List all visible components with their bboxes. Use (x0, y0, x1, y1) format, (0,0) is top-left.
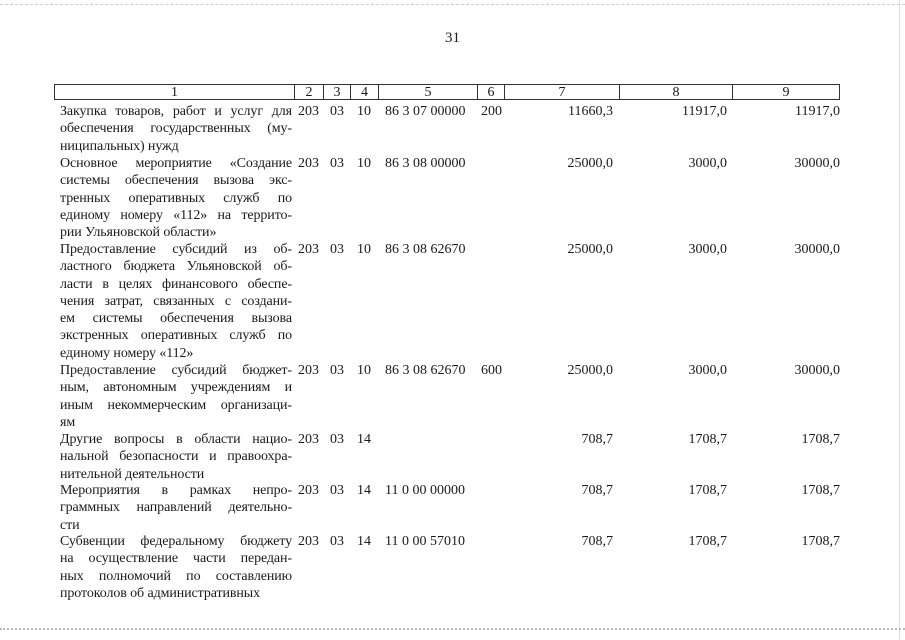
row-description (60, 533, 292, 602)
scan-edge-right (899, 0, 901, 640)
cell-c4: 14 (357, 432, 371, 447)
cell-c5: 86 3 08 00000 (385, 156, 466, 171)
cell-c8: 3000,0 (688, 156, 727, 171)
description-line: Закупка товаров, работ и услуг для (60, 104, 292, 119)
cell-c4: 14 (357, 483, 371, 498)
cell-c3: 03 (330, 363, 344, 378)
header-col-3: 3 (323, 84, 351, 100)
cell-c9: 1708,7 (801, 432, 840, 447)
cell-c9: 1708,7 (801, 534, 840, 549)
cell-c9: 11917,0 (795, 104, 840, 119)
cell-c3: 03 (330, 483, 344, 498)
description-line: системы обеспечения вызова экс- (60, 173, 292, 189)
page-number: 31 (445, 30, 460, 46)
description-line: иным некоммерческим организаци- (60, 397, 292, 413)
row-description (60, 362, 292, 431)
description-line: ем системы обеспечения вызова (60, 311, 292, 327)
cell-c8: 3000,0 (688, 363, 727, 378)
cell-c9: 1708,7 (801, 483, 840, 498)
header-col-8: 8 (619, 84, 733, 100)
cell-c7: 25000,0 (567, 156, 613, 171)
cell-c2: 203 (298, 363, 319, 378)
cell-c7: 708,7 (581, 432, 613, 447)
cell-c8: 3000,0 (688, 242, 727, 257)
description-line: тренных оперативных служб по (60, 190, 292, 206)
cell-c5: 11 0 00 57010 (385, 534, 465, 549)
description-line: обеспечения государственных (му- (60, 121, 292, 137)
row-description (60, 103, 292, 155)
row-description (60, 482, 292, 534)
cell-c2: 203 (298, 483, 319, 498)
cell-c5: 86 3 07 00000 (385, 104, 466, 119)
description-line: рии Ульяновской области» (60, 225, 217, 241)
header-col-4: 4 (350, 84, 379, 100)
header-col-1: 1 (54, 84, 295, 100)
header-col-6: 6 (477, 84, 505, 100)
cell-c5: 86 3 08 62670 (385, 363, 466, 378)
description-line: Другие вопросы в области нацио- (60, 432, 292, 447)
cell-c7: 11660,3 (568, 104, 613, 119)
cell-c5: 11 0 00 00000 (385, 483, 465, 498)
cell-c6: 200 (481, 104, 502, 119)
cell-c4: 10 (357, 104, 371, 119)
description-line: Субвенции федеральному бюджету (60, 534, 292, 549)
description-line: Предоставление субсидий бюджет- (60, 363, 292, 378)
cell-c7: 25000,0 (567, 242, 613, 257)
description-line: нальной безопасности и правоохра- (60, 449, 292, 465)
cell-c8: 1708,7 (688, 432, 727, 447)
cell-c3: 03 (330, 242, 344, 257)
description-line: на осуществление части передан- (60, 551, 292, 567)
description-line: единому номеру «112» (60, 345, 194, 361)
header-col-7: 7 (504, 84, 620, 100)
cell-c7: 25000,0 (567, 363, 613, 378)
description-line: чения затрат, связанных с создани- (60, 293, 292, 309)
description-line: экстренных оперативных служб по (60, 328, 292, 344)
cell-c2: 203 (298, 104, 319, 119)
description-line: сти (60, 517, 80, 533)
cell-c4: 10 (357, 156, 371, 171)
description-line: Предоставление субсидий из об- (60, 242, 292, 257)
cell-c2: 203 (298, 432, 319, 447)
cell-c3: 03 (330, 104, 344, 119)
cell-c9: 30000,0 (794, 363, 840, 378)
cell-c3: 03 (330, 432, 344, 447)
cell-c7: 708,7 (581, 534, 613, 549)
row-description (60, 241, 292, 362)
description-line: протоколов об административных (60, 585, 261, 601)
header-col-9: 9 (732, 84, 840, 100)
cell-c8: 1708,7 (688, 483, 727, 498)
description-line: ниципальных) нужд (60, 138, 179, 154)
cell-c8: 1708,7 (688, 534, 727, 549)
description-line: Мероприятия в рамках непро- (60, 483, 292, 498)
row-description (60, 155, 292, 241)
cell-c9: 30000,0 (794, 242, 840, 257)
cell-c9: 30000,0 (794, 156, 840, 171)
description-line: нительной деятельности (60, 466, 205, 482)
header-col-2: 2 (294, 84, 324, 100)
header-col-5: 5 (378, 84, 478, 100)
description-line: ным, автономным учреждениям и (60, 380, 292, 396)
row-description (60, 431, 292, 483)
cell-c2: 203 (298, 242, 319, 257)
cell-c5: 86 3 08 62670 (385, 242, 466, 257)
description-line: ных полномочий по составлению (60, 568, 292, 584)
description-line: граммных направлений деятельно- (60, 500, 292, 516)
cell-c4: 10 (357, 242, 371, 257)
cell-c3: 03 (330, 534, 344, 549)
description-line: ласти в целях финансового обеспе- (60, 276, 292, 292)
scan-edge-bottom (0, 628, 905, 631)
cell-c3: 03 (330, 156, 344, 171)
cell-c2: 203 (298, 534, 319, 549)
scan-edge-top (0, 4, 905, 6)
cell-c2: 203 (298, 156, 319, 171)
cell-c8: 11917,0 (682, 104, 727, 119)
cell-c6: 600 (481, 363, 502, 378)
description-line: ям (60, 414, 76, 430)
cell-c4: 10 (357, 363, 371, 378)
cell-c7: 708,7 (581, 483, 613, 498)
description-line: Основное мероприятие «Создание (60, 156, 292, 171)
description-line: единому номеру «112» на террито- (60, 207, 292, 223)
cell-c4: 14 (357, 534, 371, 549)
description-line: ластного бюджета Ульяновской об- (60, 259, 292, 275)
